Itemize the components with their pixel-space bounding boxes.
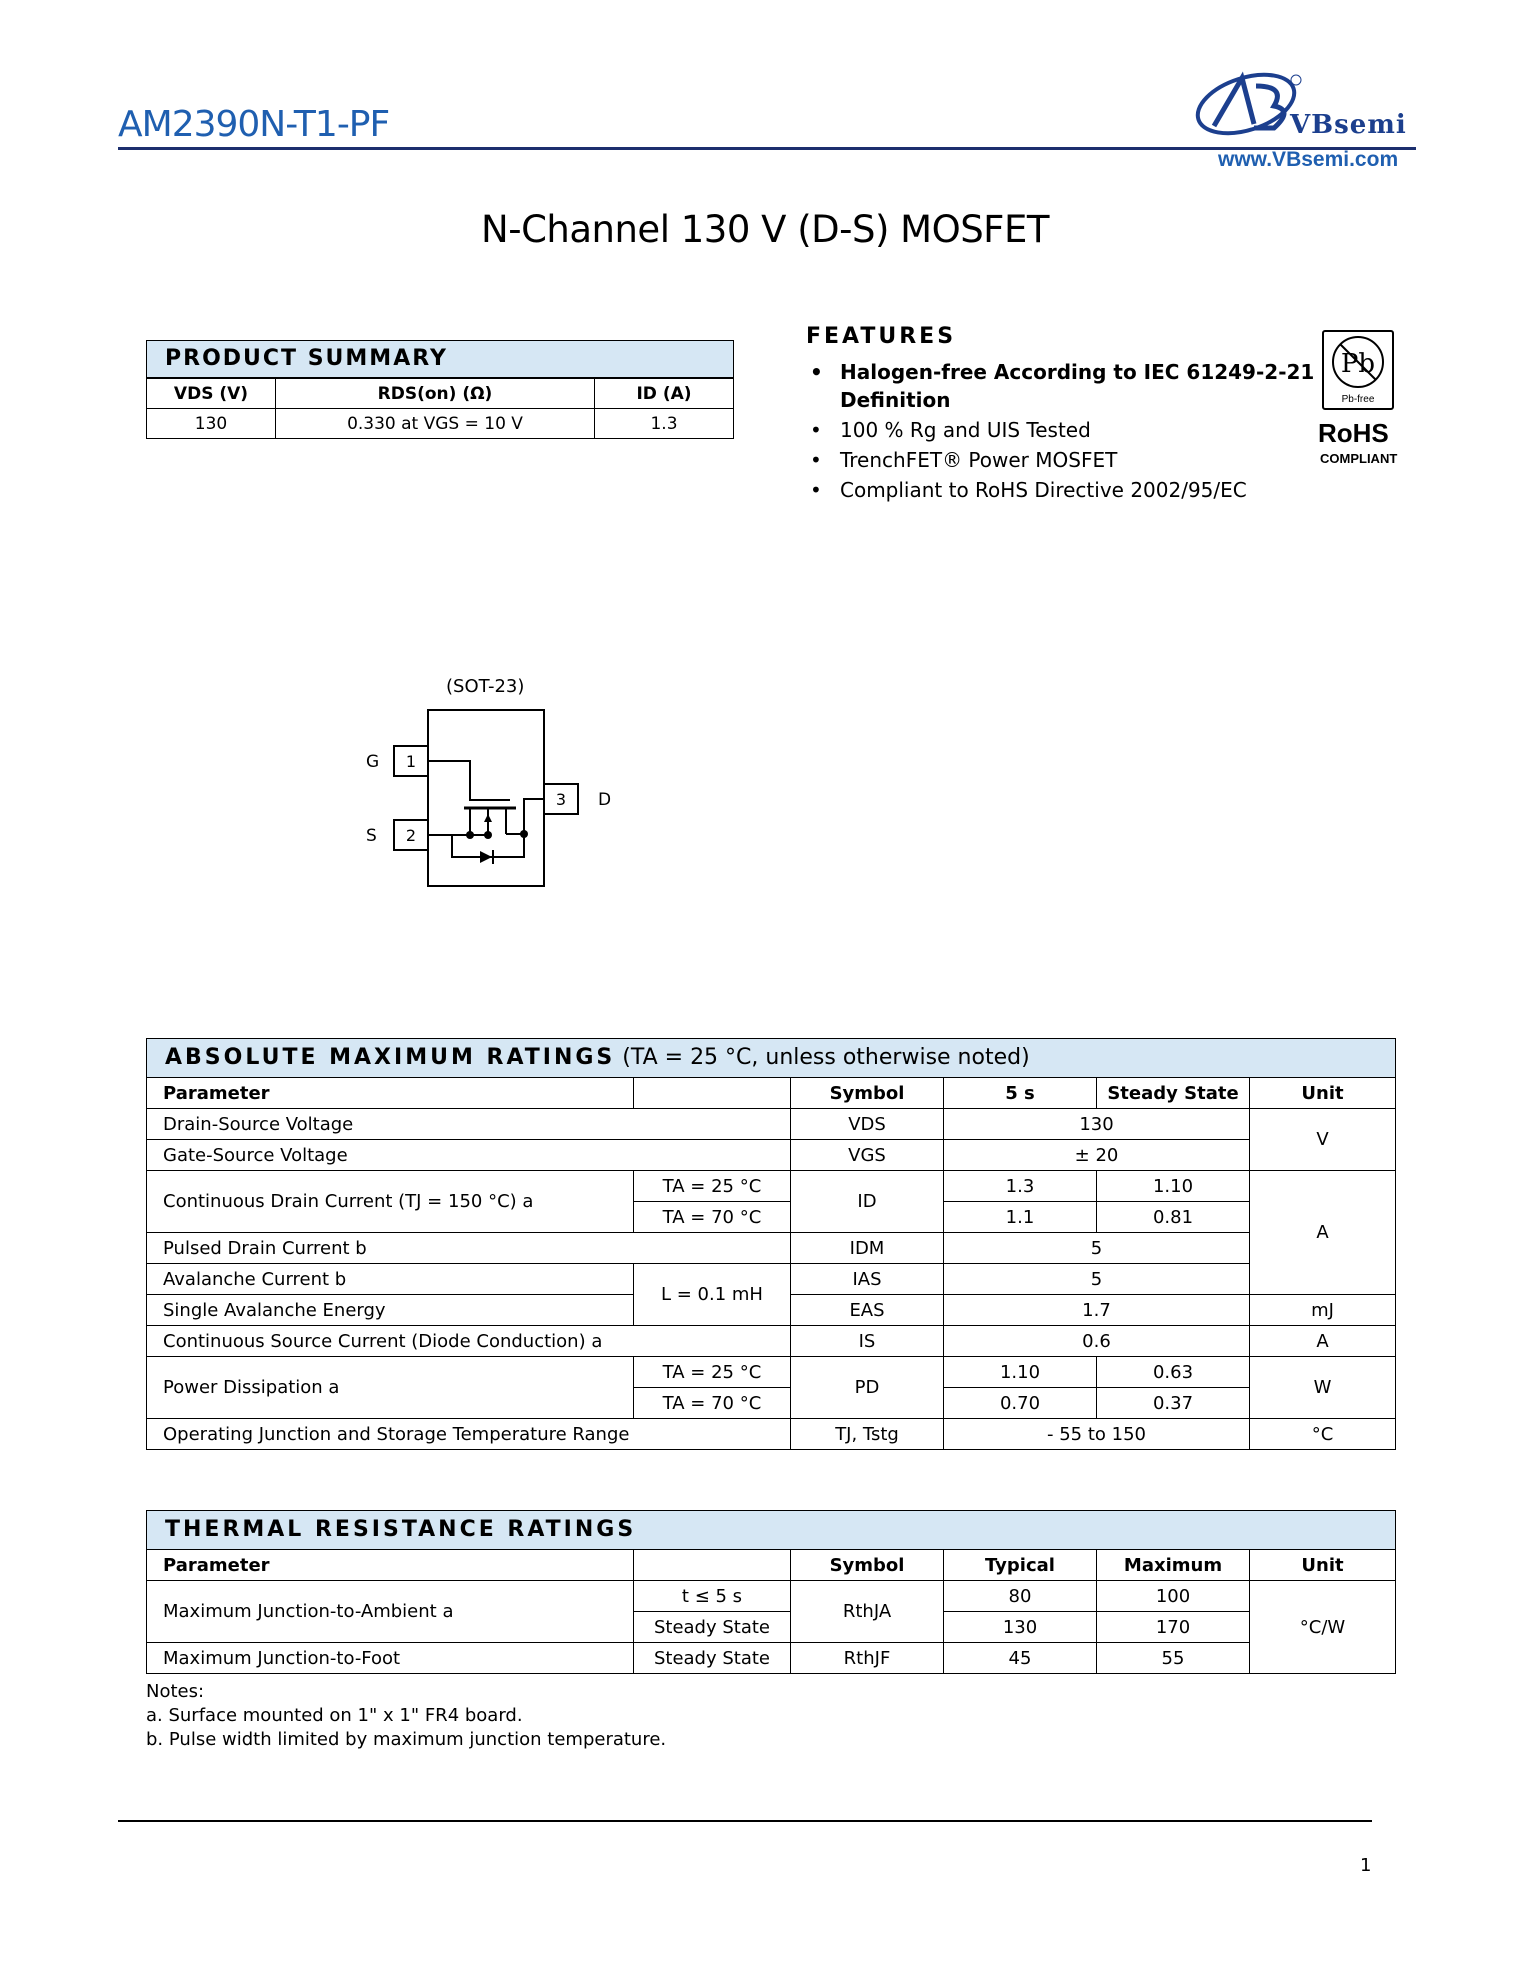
- trr-value: 170: [1097, 1612, 1250, 1643]
- logo-text: VBsemi: [1290, 110, 1407, 140]
- trr-param: Maximum Junction-to-Foot: [147, 1643, 634, 1674]
- amr-symbol: VDS: [791, 1109, 944, 1140]
- amr-value: 1.3: [944, 1171, 1097, 1202]
- trr-header-unit: Unit: [1250, 1550, 1396, 1581]
- amr-value: 0.37: [1097, 1388, 1250, 1419]
- notes-heading: Notes:: [146, 1681, 205, 1702]
- svg-text:1: 1: [405, 752, 417, 771]
- pb-free-icon: [1324, 332, 1392, 408]
- amr-value: 1.7: [944, 1295, 1250, 1326]
- rohs-compliant-label: COMPLIANT: [1320, 451, 1398, 466]
- amr-param: Avalanche Current b: [147, 1264, 634, 1295]
- amr-symbol: TJ, Tstg: [791, 1419, 944, 1450]
- amr-unit: °C: [1250, 1419, 1396, 1450]
- ps-vds-value: 130: [147, 409, 276, 439]
- amr-value: ± 20: [944, 1140, 1250, 1171]
- amr-param: Continuous Source Current (Diode Conduction) a: [147, 1326, 791, 1357]
- trr-title: THERMAL RESISTANCE RATINGS: [146, 1510, 1396, 1549]
- amr-header-parameter: Parameter: [147, 1078, 634, 1109]
- trr-condition: Steady State: [634, 1612, 791, 1643]
- amr-condition: TA = 25 °C: [634, 1171, 791, 1202]
- amr-header-steady: Steady State: [1097, 1078, 1250, 1109]
- feature-item: • Compliant to RoHS Directive 2002/95/EC: [810, 478, 1247, 502]
- page-number: 1: [1360, 1855, 1372, 1876]
- note-b: b. Pulse width limited by maximum junction temperature.: [146, 1729, 667, 1750]
- amr-value: 5: [944, 1264, 1250, 1295]
- trr-value: 45: [944, 1643, 1097, 1674]
- note-a: a. Surface mounted on 1" x 1" FR4 board.: [146, 1705, 523, 1726]
- part-number: AM2390N-T1-PF: [118, 104, 390, 145]
- amr-condition: TA = 25 °C: [634, 1357, 791, 1388]
- trr-condition: t ≤ 5 s: [634, 1581, 791, 1612]
- amr-value: 0.63: [1097, 1357, 1250, 1388]
- amr-param: Operating Junction and Storage Temperature Range: [147, 1419, 791, 1450]
- amr-condition: L = 0.1 mH: [634, 1264, 791, 1326]
- pin-label-gate: G: [366, 752, 380, 772]
- svg-text:3: 3: [555, 790, 567, 809]
- document-title: N-Channel 130 V (D-S) MOSFET: [481, 208, 1049, 251]
- ps-header-rds: RDS(on) (Ω): [276, 379, 595, 409]
- ps-id-value: 1.3: [595, 409, 734, 439]
- absolute-maximum-ratings: [146, 1038, 1396, 1450]
- amr-symbol: ID: [791, 1171, 944, 1233]
- footer-rule: [118, 1820, 1372, 1822]
- amr-symbol: VGS: [791, 1140, 944, 1171]
- trr-condition: Steady State: [634, 1643, 791, 1674]
- amr-header-5s: 5 s: [944, 1078, 1097, 1109]
- amr-param: Power Dissipation a: [147, 1357, 634, 1419]
- package-label: (SOT-23): [446, 676, 525, 697]
- features-title: FEATURES: [806, 324, 957, 349]
- notes: [146, 1680, 666, 1752]
- amr-value: 1.10: [944, 1357, 1097, 1388]
- rohs-label: RoHS: [1318, 418, 1389, 448]
- amr-title: ABSOLUTE MAXIMUM RATINGS (TA = 25 °C, unless otherwise noted): [146, 1038, 1396, 1077]
- amr-param: Pulsed Drain Current b: [147, 1233, 791, 1264]
- trr-param: Maximum Junction-to-Ambient a: [147, 1581, 634, 1643]
- ps-header-id: ID (A): [595, 379, 734, 409]
- feature-item: • TrenchFET® Power MOSFET: [810, 448, 1118, 472]
- product-summary: [146, 340, 734, 439]
- svg-text:2: 2: [405, 826, 417, 845]
- ps-rds-value: 0.330 at VGS = 10 V: [276, 409, 595, 439]
- amr-unit: mJ: [1250, 1295, 1396, 1326]
- amr-value: 130: [944, 1109, 1250, 1140]
- amr-value: 5: [944, 1233, 1250, 1264]
- trr-header-condition: [634, 1550, 791, 1581]
- trr-value: 55: [1097, 1643, 1250, 1674]
- amr-header-condition: [634, 1078, 791, 1109]
- amr-unit: A: [1250, 1326, 1396, 1357]
- amr-value: 0.81: [1097, 1202, 1250, 1233]
- features-list: [806, 358, 1326, 506]
- amr-value: 0.6: [944, 1326, 1250, 1357]
- trr-unit: °C/W: [1250, 1581, 1396, 1674]
- trr-header-symbol: Symbol: [791, 1550, 944, 1581]
- feature-item: • Halogen-free According to IEC 61249-2-21 Definition: [810, 360, 1315, 412]
- trr-symbol: RthJA: [791, 1581, 944, 1643]
- trr-value: 130: [944, 1612, 1097, 1643]
- amr-unit: A: [1250, 1171, 1396, 1295]
- product-summary-title: PRODUCT SUMMARY: [146, 340, 734, 378]
- trr-value: 100: [1097, 1581, 1250, 1612]
- trr-header-parameter: Parameter: [147, 1550, 634, 1581]
- amr-symbol: IDM: [791, 1233, 944, 1264]
- trr-header-typical: Typical: [944, 1550, 1097, 1581]
- pin-label-source: S: [366, 826, 377, 846]
- svg-text:Pb: Pb: [1340, 349, 1376, 379]
- amr-param: Gate-Source Voltage: [147, 1140, 791, 1171]
- trr-symbol: RthJF: [791, 1643, 944, 1674]
- amr-value: 0.70: [944, 1388, 1097, 1419]
- thermal-resistance-ratings: [146, 1510, 1396, 1674]
- amr-unit: W: [1250, 1357, 1396, 1419]
- amr-symbol: PD: [791, 1357, 944, 1419]
- amr-header-symbol: Symbol: [791, 1078, 944, 1109]
- svg-text:Pb-free: Pb-free: [1341, 394, 1375, 405]
- amr-value: 1.1: [944, 1202, 1097, 1233]
- trr-value: 80: [944, 1581, 1097, 1612]
- amr-symbol: IAS: [791, 1264, 944, 1295]
- amr-param: Continuous Drain Current (TJ = 150 °C) a: [147, 1171, 634, 1233]
- trr-header-maximum: Maximum: [1097, 1550, 1250, 1581]
- amr-header-unit: Unit: [1250, 1078, 1396, 1109]
- website-link[interactable]: www.VBsemi.com: [1218, 148, 1399, 171]
- amr-value: 1.10: [1097, 1171, 1250, 1202]
- amr-unit: V: [1250, 1109, 1396, 1171]
- feature-item: • 100 % Rg and UIS Tested: [810, 418, 1091, 442]
- amr-param: Drain-Source Voltage: [147, 1109, 791, 1140]
- amr-symbol: IS: [791, 1326, 944, 1357]
- amr-param: Single Avalanche Energy: [147, 1295, 634, 1326]
- pin-label-drain: D: [598, 790, 612, 810]
- pb-free-badge: [1322, 330, 1394, 410]
- amr-condition: TA = 70 °C: [634, 1202, 791, 1233]
- amr-value: - 55 to 150: [944, 1419, 1250, 1450]
- amr-symbol: EAS: [791, 1295, 944, 1326]
- amr-condition: TA = 70 °C: [634, 1388, 791, 1419]
- sot23-schematic: [360, 700, 620, 900]
- ps-header-vds: VDS (V): [147, 379, 276, 409]
